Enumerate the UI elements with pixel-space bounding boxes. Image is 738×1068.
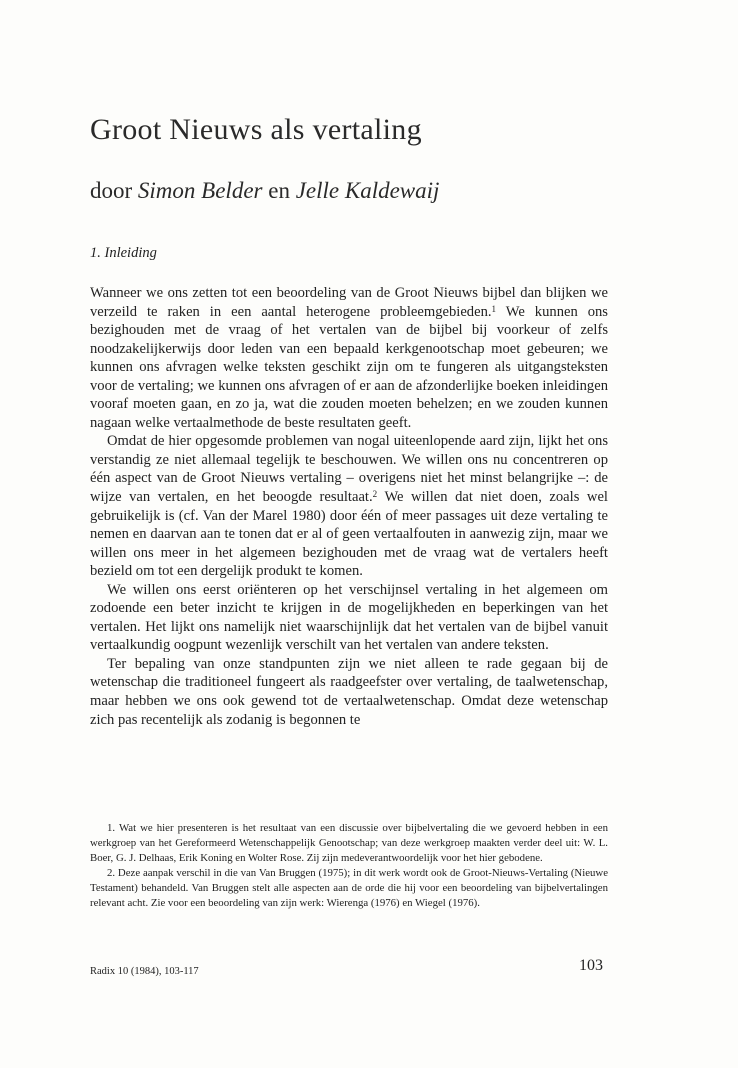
footnotes [90,821,608,912]
paragraph-2 [90,432,608,580]
paragraph-3: We willen ons eerst oriënteren op het verschijnsel vertaling in het algemeen om zodoende een beter inzicht te krijgen in de mogelijkheden en beperkingen van het vertalen. Het lijkt ons namelijk niet waarschijnlijk dat het vertalen van de bijbel vanuit vertaalkundig oogpunt wezenlijk verschilt van het vertalen van andere teksten. [90,581,608,654]
page-number: 103 [579,957,603,974]
byline-conjunction: en [262,178,296,203]
paragraph-2-rest: We willen dat niet doen, zoals wel gebruikelijk is (cf. Van der Marel 1980) door één of meer passages uit deze vertaling te nemen en daarvan aan te tonen dat er al of geen vertaalfouten in aanwezig zijn, maar we willen ons meer in het algemeen bezighouden met de vraag wat de vertalers heeft bezield om tot een dergelijk produkt te komen. [90,489,608,580]
author-jelle-kaldewaij: Jelle Kaldewaij [295,178,440,203]
article-title: Groot Nieuws als vertaling [90,113,422,146]
journal-citation: Radix 10 (1984), 103-117 [90,966,199,977]
paragraph-1 [90,284,608,432]
body-text [90,284,608,729]
footnote-ref-2: 2 [372,488,378,499]
footnote-2: 2. Deze aanpak verschil in die van Van Bruggen (1975); in dit werk wordt ook de Groot-Nieuws-Vertaling (Nieuwe Testament) behandeld. Van Bruggen stelt alle aspecten aan de orde die hij voor een beoordeling van bijbelvertalingen relevant acht. Zie voor een beoordeling van zijn werk: Wierenga (1976) en Wiegel (1976). [90,867,608,910]
author-simon-belder: Simon Belder [137,178,263,203]
article-byline [90,178,439,204]
paragraph-1-rest: We kunnen ons bezighouden met de vraag of het vertalen van de bijbel bij voorkeur of zelfs noodzakelijkerwijs door leden van een bepaald kerkgenootschap moet gebeuren; we kunnen ons afvragen welke teksten geschikt zijn om te fungeren als uitgangsteksten voor de vertaling; we kunnen ons afvragen of er aan de afzonderlijke boeken inleidingen vooraf moeten gaan, en zo ja, wat die zouden moeten behelzen; en we zouden kunnen nagaan welke vertaalmethode de beste resultaten geeft. [90,303,608,431]
byline-prefix: door [90,178,138,203]
footnote-1: 1. Wat we hier presenteren is het resultaat van een discussie over bijbelvertaling die we gevoerd hebben in een werkgroep van het Gereformeerd Wetenschappelijk Genootschap; van deze werkgroep maakten verder deel uit: W. L. Boer, G. J. Delhaas, Erik Koning en Wolter Rose. Zij zijn medeverantwoordelijk voor het hier gebodene. [90,822,608,865]
section-heading-inleiding: 1. Inleiding [90,245,157,261]
footnote-ref-1: 1 [491,303,497,314]
paragraph-4: Ter bepaling van onze standpunten zijn we niet alleen te rade gegaan bij de wetenschap die traditioneel fungeert als raadgeefster over vertaling, de taalwetenschap, maar hebben we ons ook gewend tot de vertaalwetenschap. Omdat deze wetenschap zich pas recentelijk als zodanig is begonnen te [90,655,608,728]
paragraph-1-start: Wanneer we ons zetten tot een beoordeling van de Groot Nieuws bijbel dan blijken we verzeild te raken in een aantal heterogene probleemgebieden. [90,285,608,320]
paragraph-2-start: Omdat de hier opgesomde problemen van nogal uiteenlopende aard zijn, lijkt het ons verstandig ze niet allemaal tegelijk te beschouwen. We willen ons nu concentreren op één aspect van de Groot Nieuws vertaling – overigens niet het minst belangrijke –: de wijze van vertalen, en het beoogde resultaat. [90,433,608,506]
